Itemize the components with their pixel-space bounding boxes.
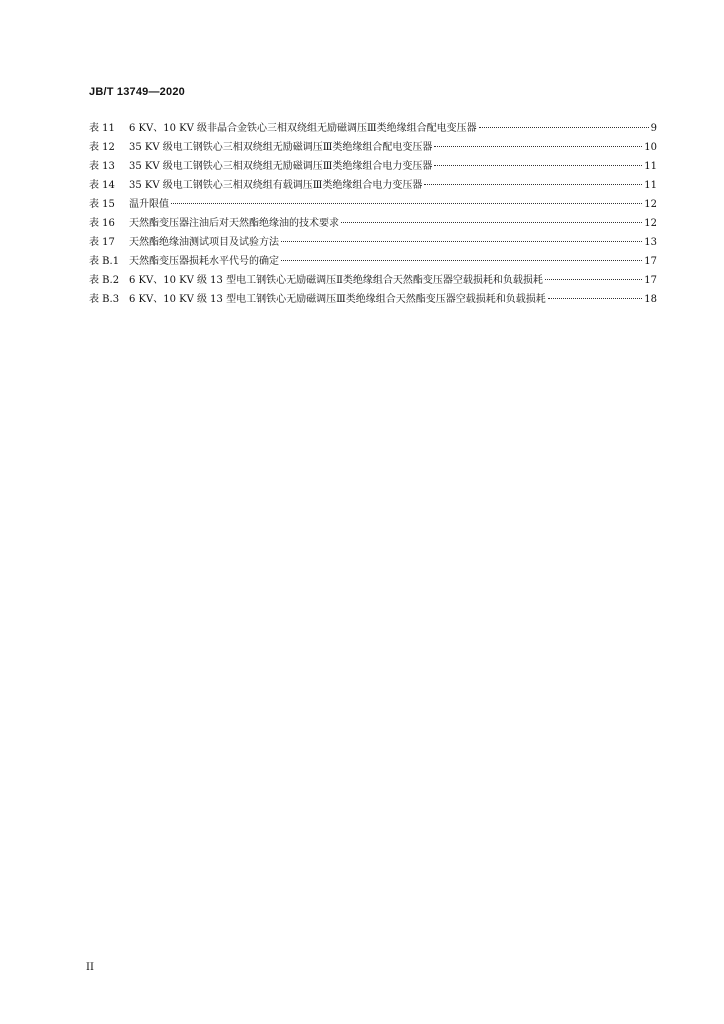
toc-dot-leader: [434, 146, 642, 147]
toc-entry-page: 17: [644, 275, 657, 286]
toc-entry-page: 17: [644, 256, 657, 267]
toc-entry-page: 11: [644, 161, 657, 172]
toc-entry-title: 6 KV、10 KV 级 13 型电工钢铁心无励磁调压Ⅱ类绝缘组合天然酯变压器空载损耗和负载损耗: [129, 275, 543, 286]
toc-entry-title: 6 KV、10 KV 级 13 型电工钢铁心无励磁调压Ⅲ类绝缘组合天然酯变压器空载损耗和负载损耗: [129, 294, 546, 305]
toc-entry[interactable]: [89, 252, 657, 271]
toc-dot-leader: [171, 203, 642, 204]
toc-entry-page: 11: [644, 180, 657, 191]
footer-page-number: II: [86, 962, 94, 973]
toc-entry-number: 表 B.3: [89, 294, 120, 305]
page-header-standard-code: JB/T 13749—2020: [89, 86, 185, 98]
toc-entry-title: 6 KV、10 KV 级非晶合金铁心三相双绕组无励磁调压Ⅲ类绝缘组合配电变压器: [129, 123, 477, 134]
toc-entry[interactable]: [89, 214, 657, 233]
toc-dot-leader: [479, 127, 649, 128]
toc-entry[interactable]: [89, 119, 657, 138]
toc-entry-number: 表 11: [89, 123, 115, 134]
toc-entry-title: 35 KV 级电工钢铁心三相双绕组有载调压Ⅲ类绝缘组合电力变压器: [129, 180, 423, 191]
toc-entry-number: 表 12: [89, 142, 115, 153]
toc-entry-number: 表 B.1: [89, 256, 120, 267]
toc-dot-leader: [545, 279, 642, 280]
toc-entry[interactable]: [89, 195, 657, 214]
toc-entry-number: 表 14: [89, 180, 115, 191]
toc-entry[interactable]: [89, 138, 657, 157]
toc-entry-number: 表 13: [89, 161, 115, 172]
toc-entry-title: 天然酯绝缘油测试项目及试验方法: [129, 237, 279, 248]
toc-entry[interactable]: [89, 233, 657, 252]
toc-entry-number: 表 B.2: [89, 275, 120, 286]
toc-entry-title: 35 KV 级电工钢铁心三相双绕组无励磁调压Ⅲ类绝缘组合电力变压器: [129, 161, 433, 172]
toc-dot-leader: [548, 298, 643, 299]
toc-entry-title: 温升限值: [129, 199, 169, 210]
toc-entry[interactable]: [89, 157, 657, 176]
toc-dot-leader: [341, 222, 642, 223]
toc-entry-page: 13: [644, 237, 657, 248]
toc-entry[interactable]: [89, 271, 657, 290]
toc-entry-page: 18: [644, 294, 657, 305]
toc-dot-leader: [281, 241, 642, 242]
toc-dot-leader: [424, 184, 642, 185]
toc-dot-leader: [434, 165, 642, 166]
toc-entry-page: 10: [644, 142, 657, 153]
toc-entry-title: 天然酯变压器注油后对天然酯绝缘油的技术要求: [129, 218, 339, 229]
toc-entry-number: 表 17: [89, 237, 115, 248]
toc-entry[interactable]: [89, 176, 657, 195]
toc-dot-leader: [281, 260, 642, 261]
toc-entry-title: 天然酯变压器损耗水平代号的确定: [129, 256, 279, 267]
toc-entry-page: 9: [650, 123, 657, 134]
toc-entry-page: 12: [644, 218, 657, 229]
toc-entry-title: 35 KV 级电工钢铁心三相双绕组无励磁调压Ⅲ类绝缘组合配电变压器: [129, 142, 433, 153]
toc-entry-number: 表 16: [89, 218, 115, 229]
table-of-contents-list: [89, 119, 657, 309]
toc-entry-page: 12: [644, 199, 657, 210]
toc-entry[interactable]: [89, 290, 657, 309]
toc-entry-number: 表 15: [89, 199, 115, 210]
